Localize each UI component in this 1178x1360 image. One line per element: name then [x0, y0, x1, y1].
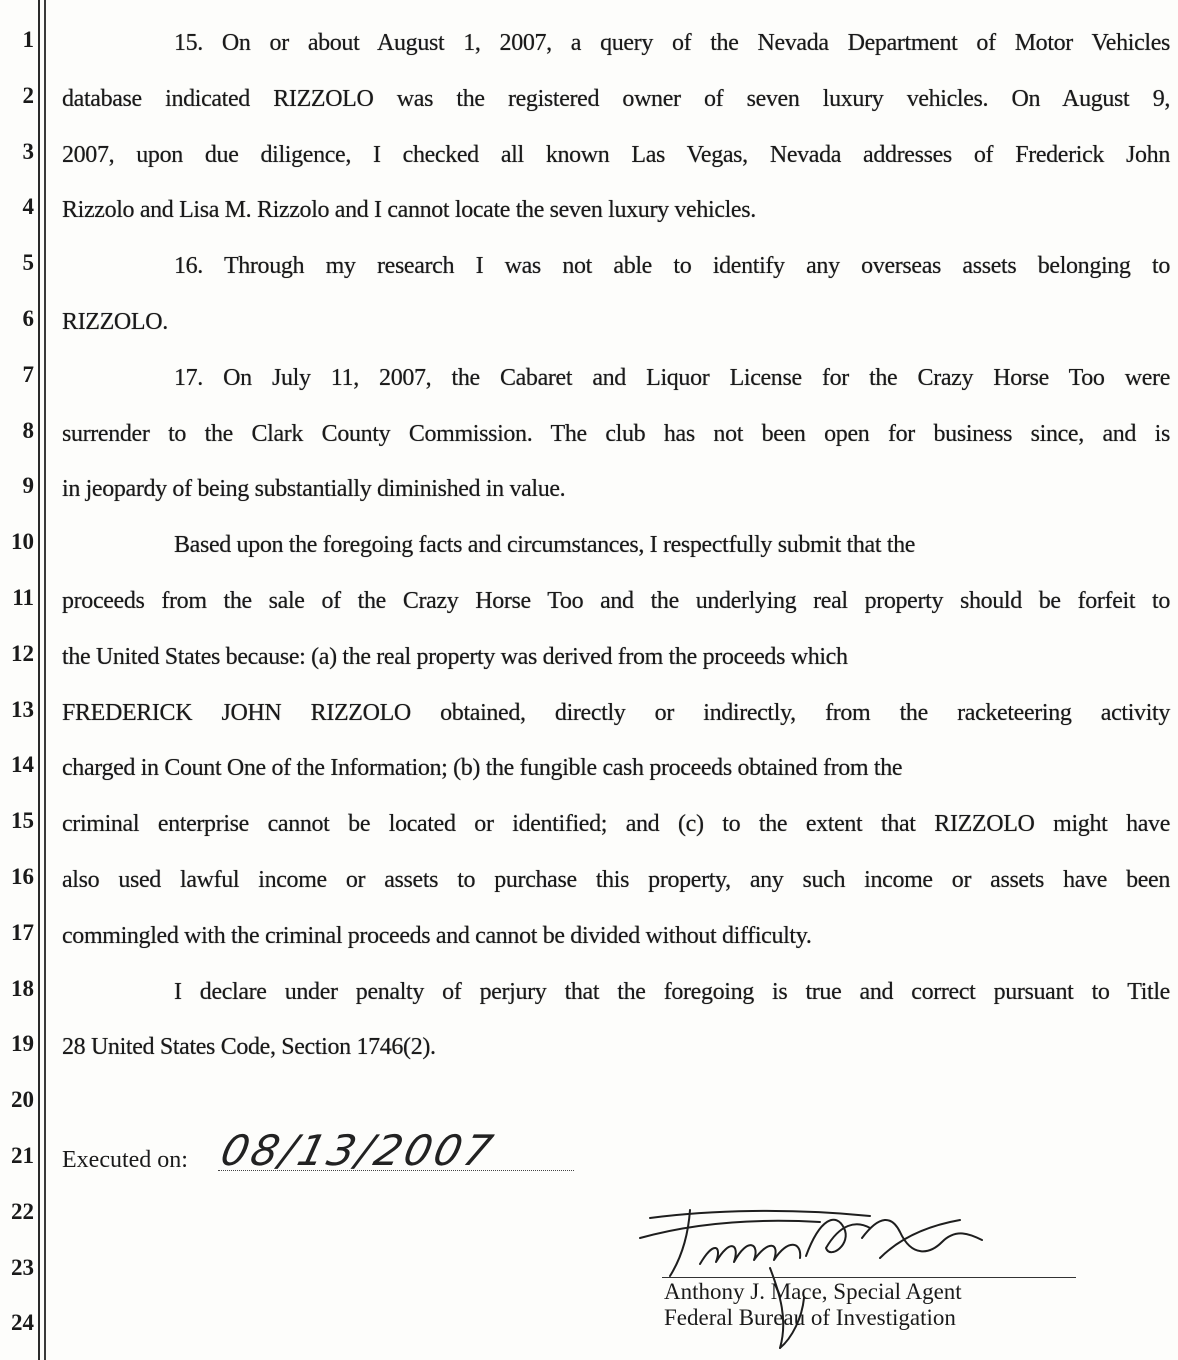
document-text-line: Rizzolo and Lisa M. Rizzolo and I cannot locate the seven luxury vehicles.	[62, 197, 756, 224]
signatory-organization: Federal Bureau of Investigation	[664, 1305, 956, 1330]
document-text-line: also used lawful income or assets to purchase this property, any such income or assets have been	[62, 867, 1170, 893]
document-text-line: charged in Count One of the Information; (b) the fungible cash proceeds obtained from the	[62, 755, 903, 782]
line-number: 1	[22, 27, 34, 52]
line-number: 23	[11, 1254, 34, 1280]
document-text-line: the United States because: (a) the real property was derived from the proceeds which	[62, 643, 848, 670]
line-number: 21	[11, 1143, 34, 1168]
line-number: 16	[11, 864, 34, 889]
margin-rule-inner	[44, 0, 46, 1360]
document-text-line: criminal enterprise cannot be located or identified; and (c) to the extent that RIZZOLO might have	[62, 811, 1170, 838]
document-text-line: in jeopardy of being substantially diminished in value.	[62, 476, 566, 503]
line-number: 10	[11, 529, 34, 555]
line-number: 6	[22, 306, 34, 331]
executed-on-date-line	[218, 1170, 574, 1171]
signature-line	[662, 1277, 1076, 1278]
document-text-line: FREDERICK JOHN RIZZOLO obtained, directly or indirectly, from the racketeering activity	[62, 699, 1170, 726]
document-text-line: 2007, upon due diligence, I checked all known Las Vegas, Nevada addresses of Frederick John	[62, 141, 1170, 168]
line-number: 11	[12, 585, 34, 610]
line-number: 12	[11, 640, 34, 666]
document-text-line: Based upon the foregoing facts and circumstances, I respectfully submit that the	[174, 532, 916, 559]
document-text-line: database indicated RIZZOLO was the registered owner of seven luxury vehicles. On August 9,	[62, 85, 1170, 112]
document-text-line: 17. On July 11, 2007, the Cabaret and Liquor License for the Crazy Horse Too were	[174, 364, 1170, 391]
document-text-line: 15. On or about August 1, 2007, a query of the Nevada Department of Motor Vehicles	[174, 30, 1170, 56]
line-number: 3	[22, 138, 34, 164]
handwritten-signature	[630, 1198, 1010, 1358]
line-number: 14	[11, 752, 34, 778]
line-number: 13	[11, 696, 34, 722]
document-text-line: 28 United States Code, Section 1746(2).	[62, 1034, 436, 1061]
document-text-line: surrender to the Clark County Commission. The club has not been open for business since, and is	[62, 420, 1170, 447]
line-number: 19	[11, 1031, 34, 1057]
signatory-name-title: Anthony J. Mace, Special Agent	[664, 1279, 962, 1304]
line-number: 4	[22, 194, 34, 220]
document-text-line: RIZZOLO.	[62, 309, 168, 335]
line-number: 17	[11, 919, 34, 945]
executed-on-date-handwritten: 08/13/2007	[216, 1126, 501, 1175]
line-number: 9	[22, 473, 34, 499]
executed-on-label: Executed on:	[62, 1147, 188, 1173]
line-number: 15	[11, 808, 34, 834]
line-number: 24	[11, 1310, 34, 1336]
line-number: 7	[22, 361, 34, 387]
line-number: 20	[11, 1087, 34, 1113]
document-text-line: proceeds from the sale of the Crazy Horse Too and the underlying real property should be forfeit to	[62, 588, 1170, 614]
document-text-line: commingled with the criminal proceeds and cannot be divided without difficulty.	[62, 922, 812, 949]
line-number: 8	[22, 417, 34, 443]
line-number: 2	[22, 82, 34, 108]
document-text-line: 16. Through my research I was not able to identify any overseas assets belonging to	[174, 253, 1170, 280]
line-number: 22	[11, 1198, 34, 1224]
margin-rule-outer	[38, 0, 40, 1360]
line-number: 5	[22, 250, 34, 276]
document-text-line: I declare under penalty of perjury that the foregoing is true and correct pursuant to Title	[174, 978, 1170, 1005]
line-number: 18	[11, 975, 34, 1001]
